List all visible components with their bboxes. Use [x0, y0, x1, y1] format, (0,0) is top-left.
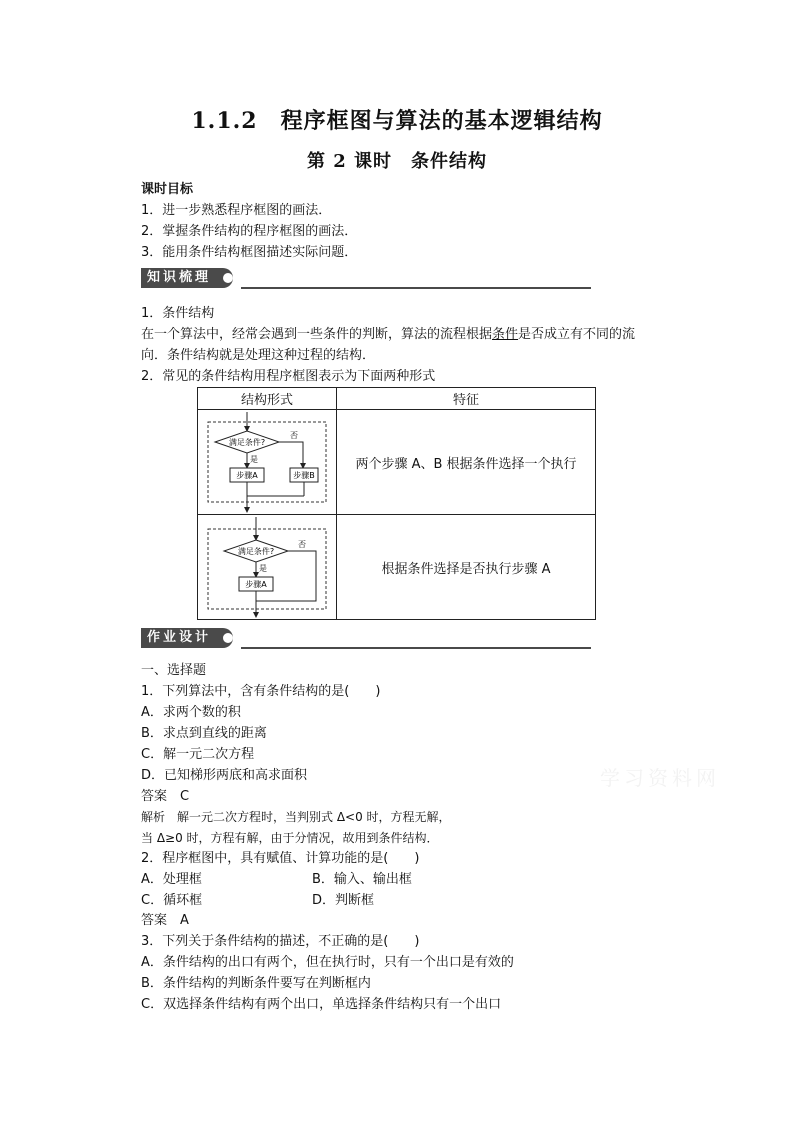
banner-label: 作业设计	[141, 628, 233, 648]
knowledge-point-1-text	[141, 326, 635, 344]
step-a-label: 步骤A	[236, 471, 258, 480]
no-label: 否	[298, 540, 306, 549]
condition-label: 满足条件?	[237, 547, 275, 556]
table-header-cell: 结构形式	[198, 388, 337, 410]
section-banner-knowledge	[141, 268, 591, 290]
section-banner-homework	[141, 628, 591, 650]
table-header-cell: 特征	[337, 388, 596, 410]
q2-option-a: A．处理框	[141, 872, 202, 887]
q2-option-b: B．输入、输出框	[312, 872, 412, 887]
structure-table	[197, 387, 596, 620]
q3-option-b: B．条件结构的判断条件要写在判断框内	[141, 976, 371, 991]
table-row	[198, 515, 596, 620]
underlined-term: 条件	[492, 327, 519, 342]
question-1: 1．下列算法中，含有条件结构的是( )	[141, 684, 381, 699]
q1-option-d: D．已知梯形两底和高求面积	[141, 768, 308, 783]
flowchart-cell	[198, 410, 337, 515]
q1-answer: 答案 C	[141, 789, 190, 804]
flowchart-cell	[198, 515, 337, 620]
watermark: 学习资料网	[600, 766, 720, 790]
banner-dot-icon	[223, 633, 233, 643]
step-a-label: 步骤A	[245, 580, 267, 589]
banner-label: 知识梳理	[141, 268, 233, 288]
q2-option-c: C．循环框	[141, 893, 203, 908]
question-3: 3．下列关于条件结构的描述，不正确的是( )	[141, 934, 420, 949]
page-title: 1.1.2 程序框图与算法的基本逻辑结构	[191, 108, 603, 134]
q1-option-b: B．求点到直线的距离	[141, 726, 267, 741]
banner-rule	[241, 287, 591, 289]
yes-label: 是	[250, 455, 258, 464]
q3-option-a: A．条件结构的出口有两个，但在执行时，只有一个出口是有效的	[141, 955, 514, 970]
text-segment: 在一个算法中，经常会遇到一些条件的判断，算法的流程根据	[141, 327, 493, 342]
yes-label: 是	[259, 564, 267, 573]
q1-analysis: 解析 解一元二次方程时，当判别式 Δ<0 时，方程无解，	[141, 810, 451, 824]
step-b-label: 步骤B	[293, 471, 315, 480]
goal-item-3: 3．能用条件结构框图描述实际问题．	[141, 245, 358, 260]
q3-option-c: C．双选择条件结构有两个出口，单选择条件结构只有一个出口	[141, 997, 502, 1012]
condition-label: 满足条件?	[228, 438, 266, 447]
knowledge-point-1-text-cont: 向．条件结构就是处理这种过程的结构．	[141, 348, 376, 363]
section-heading: 一、选择题	[141, 663, 207, 678]
single-branch-flowchart	[198, 515, 336, 619]
question-2: 2．程序框图中，具有赋值、计算功能的是( )	[141, 851, 420, 866]
banner-rule	[241, 647, 591, 649]
banner-dot-icon	[223, 273, 233, 283]
feature-cell: 两个步骤 A、B 根据条件选择一个执行	[337, 410, 596, 515]
q1-analysis-cont: 当 Δ≥0 时，方程有解，由于分情况，故用到条件结构．	[141, 831, 439, 845]
page-subtitle: 第 2 课时 条件结构	[306, 151, 488, 172]
no-label: 否	[290, 431, 298, 440]
goal-item-2: 2．掌握条件结构的程序框图的画法．	[141, 224, 358, 239]
double-branch-flowchart	[198, 410, 336, 514]
q1-option-c: C．解一元二次方程	[141, 747, 255, 762]
goals-heading: 课时目标	[141, 182, 194, 197]
q1-option-a: A．求两个数的积	[141, 705, 241, 720]
knowledge-point-2-title: 2．常见的条件结构用程序框图表示为下面两种形式	[141, 369, 436, 384]
goal-item-1: 1．进一步熟悉程序框图的画法．	[141, 203, 332, 218]
q2-option-d: D．判断框	[312, 893, 375, 908]
text-segment: 是否成立有不同的流	[518, 327, 636, 342]
knowledge-point-1-title: 1．条件结构	[141, 306, 215, 321]
feature-cell: 根据条件选择是否执行步骤 A	[337, 515, 596, 620]
table-row	[198, 410, 596, 515]
table-header-row	[198, 388, 596, 410]
q2-answer: 答案 A	[141, 913, 189, 928]
